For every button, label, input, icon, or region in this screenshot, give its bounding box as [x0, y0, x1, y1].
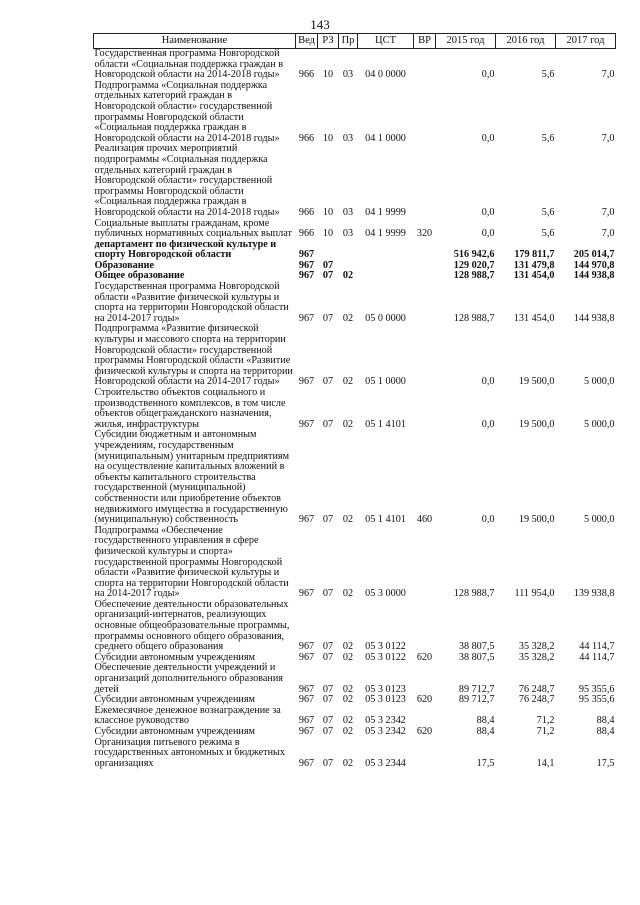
cell-2015: 0,0 — [481, 206, 495, 218]
cell-pr: 02 — [342, 588, 354, 600]
cell-2017: 17,5 — [596, 757, 615, 769]
cell-pr: 02 — [342, 514, 354, 526]
cell-ved: 967 — [298, 270, 315, 282]
cell-rz: 07 — [322, 588, 334, 600]
table-row — [94, 49, 616, 81]
cell-ved: 967 — [298, 376, 315, 388]
cell-2015: 516 942,6 — [453, 249, 495, 261]
cell-2015: 17,5 — [476, 757, 495, 769]
cell-2017: 7,0 — [601, 206, 615, 218]
cell-2016: 35 328,2 — [518, 651, 555, 663]
cell-2016: 76 248,7 — [518, 683, 555, 695]
cell-2017: 88,4 — [596, 726, 615, 737]
cell-cst: 05 3 0122 — [365, 641, 406, 653]
table-row — [94, 81, 616, 145]
table-row — [94, 240, 616, 261]
page-number: 143 — [310, 17, 330, 32]
cell-rz: 07 — [322, 270, 334, 282]
cell-rz: 10 — [322, 228, 334, 240]
cell-vr — [414, 282, 436, 324]
cell-2017: 7,0 — [601, 228, 615, 240]
cell-vr — [414, 271, 436, 282]
header-ved: Вед — [296, 34, 318, 49]
cell-pr: 02 — [342, 757, 354, 769]
cell-vr: 620 — [416, 694, 433, 706]
cell-ved: 967 — [298, 514, 315, 526]
table-row — [94, 219, 616, 240]
cell-vr: 620 — [416, 651, 433, 663]
cell-pr: 02 — [342, 641, 354, 653]
cell-2015: 128 988,7 — [453, 312, 495, 324]
cell-pr: 03 — [342, 132, 354, 144]
header-pr: Пр — [339, 34, 358, 49]
cell-2016: 14,1 — [536, 757, 555, 769]
cell-cst: 05 3 2344 — [365, 757, 406, 769]
cell-rz: 07 — [322, 694, 334, 706]
cell-rz: 10 — [322, 132, 334, 144]
table-row — [94, 144, 616, 218]
cell-name: Обеспечение деятельности образовательных организаций-интернатов, реализующих основные общеобразовательные программы, программы основного общего образования, среднего общего образования — [94, 598, 290, 653]
cell-rz — [318, 240, 339, 261]
cell-ved: 967 — [298, 683, 315, 695]
cell-name: Реализация прочих мероприятий подпрограммы «Социальная поддержка отдельных категорий граждан в Новгородской области» государственной программы Новгородской области «Социальная поддержка граждан в Новгородской области на 2014-2018 годы» — [94, 143, 280, 218]
cell-2015: 0,0 — [481, 514, 495, 526]
cell-name: Строительство объектов социального и производственного комплексов, в том числе объектов общегражданского назначения, жилья, инфраструктуры — [94, 387, 286, 430]
cell-cst: 04 0 0000 — [365, 69, 406, 81]
cell-2016: 131 454,0 — [513, 270, 555, 282]
cell-vr — [414, 738, 436, 770]
cell-2017: 44 114,7 — [579, 641, 615, 653]
table-row — [94, 388, 616, 430]
cell-2017: 144 970,8 — [573, 259, 615, 271]
cell-cst: 05 3 0123 — [365, 694, 406, 706]
cell-2017: 5 000,0 — [583, 418, 615, 430]
cell-vr — [414, 706, 436, 727]
table-row — [94, 727, 616, 738]
cell-2015: 128 988,7 — [453, 270, 495, 282]
cell-vr: 620 — [416, 726, 433, 737]
cell-2016: 5,6 — [541, 206, 555, 218]
cell-pr: 03 — [342, 69, 354, 81]
header-2016: 2016 год — [496, 34, 556, 49]
cell-ved: 966 — [298, 132, 315, 144]
cell-ved: 967 — [298, 694, 315, 706]
cell-2016: 71,2 — [536, 715, 555, 727]
cell-cst — [358, 261, 414, 272]
cell-ved: 967 — [298, 757, 315, 769]
cell-ved: 967 — [298, 641, 315, 653]
cell-2016: 5,6 — [541, 69, 555, 81]
cell-2015: 129 020,7 — [453, 259, 495, 271]
cell-pr: 02 — [342, 683, 354, 695]
cell-ved: 967 — [298, 249, 315, 261]
cell-ved: 967 — [298, 259, 315, 271]
cell-rz: 07 — [322, 651, 334, 663]
cell-cst: 05 1 4101 — [365, 418, 406, 430]
cell-2015: 89 712,7 — [458, 694, 495, 706]
cell-rz: 10 — [322, 206, 334, 218]
cell-name: Субсидии бюджетным и автономным учреждениям, государственным (муниципальным) унитарным предприятиям на осуществление капитальных вложений в объекты капитального строительства государственной (муниципальной) собственности или приобретение объектов недвижимого имущества в государственную (муниципальную) собственность — [94, 429, 290, 526]
cell-2016: 179 811,7 — [514, 249, 555, 261]
cell-2016: 131 479,8 — [513, 259, 555, 271]
cell-2015: 0,0 — [481, 69, 495, 81]
cell-rz: 07 — [322, 312, 334, 324]
cell-vr — [414, 261, 436, 272]
cell-2016: 111 954,0 — [514, 588, 555, 600]
cell-rz: 07 — [322, 715, 334, 727]
cell-name: Общее образование — [94, 270, 185, 282]
cell-2015: 38 807,5 — [458, 651, 495, 663]
cell-2016: 19 500,0 — [518, 514, 555, 526]
cell-rz: 07 — [322, 726, 334, 737]
cell-name: Социальные выплаты гражданам, кроме публичных нормативных социальных выплат — [94, 217, 292, 240]
cell-vr — [414, 324, 436, 388]
header-rz: РЗ — [318, 34, 339, 49]
cell-ved: 967 — [298, 726, 315, 737]
cell-2016: 19 500,0 — [518, 418, 555, 430]
table-header-row — [94, 34, 616, 49]
cell-pr: 02 — [342, 694, 354, 706]
header-2017: 2017 год — [556, 34, 616, 49]
table-row — [94, 600, 616, 653]
cell-pr: 03 — [342, 206, 354, 218]
cell-vr — [414, 663, 436, 695]
cell-pr: 02 — [342, 418, 354, 430]
cell-cst: 05 0 0000 — [365, 312, 406, 324]
cell-vr — [414, 144, 436, 218]
cell-cst: 04 1 9999 — [365, 228, 406, 240]
cell-ved: 967 — [298, 588, 315, 600]
cell-vr — [414, 81, 436, 145]
cell-pr: 02 — [342, 376, 354, 388]
cell-2016: 5,6 — [541, 132, 555, 144]
cell-cst: 05 3 2342 — [365, 715, 406, 727]
cell-name: Образование — [94, 259, 155, 271]
cell-2017: 144 938,8 — [573, 270, 615, 282]
cell-rz: 07 — [322, 418, 334, 430]
header-2015: 2015 год — [436, 34, 496, 49]
cell-cst: 05 1 0000 — [365, 376, 406, 388]
cell-2017: 95 355,6 — [578, 694, 615, 706]
table-row — [94, 738, 616, 770]
cell-2017: 7,0 — [601, 132, 615, 144]
cell-2017: 139 938,8 — [573, 588, 615, 600]
table-row — [94, 282, 616, 324]
cell-ved: 967 — [298, 715, 315, 727]
cell-cst: 05 3 0122 — [365, 651, 406, 663]
cell-vr — [414, 526, 436, 600]
cell-rz: 07 — [322, 641, 334, 653]
cell-2017: 44 114,7 — [579, 651, 615, 663]
cell-ved: 966 — [298, 206, 315, 218]
table-body — [94, 49, 616, 770]
cell-vr — [414, 600, 436, 653]
cell-name: департамент по физической культуре и спорту Новгородской области — [94, 238, 277, 261]
header-name: Наименование — [94, 34, 296, 49]
cell-pr: 02 — [342, 726, 354, 737]
cell-2016: 19 500,0 — [518, 376, 555, 388]
cell-pr: 02 — [342, 715, 354, 727]
cell-name: Субсидии автономным учреждениям — [94, 726, 255, 737]
cell-2015: 88,4 — [476, 726, 495, 737]
cell-pr: 02 — [342, 270, 354, 282]
cell-cst — [358, 240, 414, 261]
cell-2016: 76 248,7 — [518, 694, 555, 706]
cell-2015: 0,0 — [481, 376, 495, 388]
cell-ved: 966 — [298, 228, 315, 240]
cell-cst: 05 3 0000 — [365, 588, 406, 600]
cell-2015: 89 712,7 — [458, 683, 495, 695]
cell-ved: 966 — [298, 69, 315, 81]
table-row — [94, 663, 616, 695]
cell-name: Субсидии автономным учреждениям — [94, 651, 255, 663]
cell-rz: 07 — [322, 259, 334, 271]
cell-ved: 967 — [298, 651, 315, 663]
table-row — [94, 526, 616, 600]
cell-name: Ежемесячное денежное вознаграждение за классное руководство — [94, 704, 281, 727]
cell-name: Подпрограмма «Развитие физической культуры и массового спорта на территории Новгородской области» государственной программы Новгородской области «Развитие физической культуры и спорта на территории Новгородской области на 2014-2017 годы» — [94, 323, 293, 388]
cell-pr: 03 — [342, 228, 354, 240]
cell-2017: 5 000,0 — [583, 376, 615, 388]
cell-rz: 07 — [322, 757, 334, 769]
cell-ved: 967 — [298, 312, 315, 324]
header-cst: ЦСТ — [358, 34, 414, 49]
cell-cst: 05 3 2342 — [365, 726, 406, 737]
cell-2015: 128 988,7 — [453, 588, 495, 600]
cell-2015: 0,0 — [481, 132, 495, 144]
cell-rz: 10 — [322, 69, 334, 81]
cell-vr — [414, 49, 436, 81]
cell-cst: 04 1 9999 — [365, 206, 406, 218]
cell-cst — [358, 271, 414, 282]
cell-2015: 0,0 — [481, 228, 495, 240]
cell-vr: 460 — [416, 514, 433, 526]
cell-pr: 02 — [342, 651, 354, 663]
cell-2015: 88,4 — [476, 715, 495, 727]
cell-name: Организация питьевого режима в государственных автономных и бюджетных организациях — [94, 736, 285, 769]
cell-2015: 38 807,5 — [458, 641, 495, 653]
cell-rz: 07 — [322, 514, 334, 526]
cell-pr: 02 — [342, 312, 354, 324]
cell-rz: 07 — [322, 683, 334, 695]
cell-rz: 07 — [322, 376, 334, 388]
cell-ved: 967 — [298, 418, 315, 430]
cell-cst: 05 3 0123 — [365, 683, 406, 695]
cell-cst: 04 1 0000 — [365, 132, 406, 144]
header-vr: ВР — [414, 34, 436, 49]
cell-cst: 05 1 4101 — [365, 514, 406, 526]
cell-2016: 131 454,0 — [513, 312, 555, 324]
cell-name: Субсидии автономным учреждениям — [94, 694, 255, 706]
cell-2016: 35 328,2 — [518, 641, 555, 653]
budget-table — [93, 33, 616, 769]
cell-2015: 0,0 — [481, 418, 495, 430]
cell-name: Государственная программа Новгородской области «Социальная поддержка граждан в Новгородской области на 2014-2018 годы» — [94, 48, 284, 81]
table-row — [94, 430, 616, 525]
table-row — [94, 324, 616, 388]
cell-vr: 320 — [416, 228, 433, 240]
cell-2017: 88,4 — [596, 715, 615, 727]
cell-name: Государственная программа Новгородской области «Развитие физической культуры и спорта на территории Новгородской области на 2014-2017 годы» — [94, 281, 289, 324]
cell-2017: 7,0 — [601, 69, 615, 81]
cell-name: Обеспечение деятельности учреждений и организаций дополнительного образования детей — [94, 662, 283, 695]
table-row — [94, 706, 616, 727]
cell-2016: 5,6 — [541, 228, 555, 240]
cell-2017: 144 938,8 — [573, 312, 615, 324]
cell-2017: 5 000,0 — [583, 514, 615, 526]
cell-2016: 71,2 — [536, 726, 555, 737]
cell-vr — [414, 388, 436, 430]
cell-name: Подпрограмма «Обеспечение государственного управления в сфере физической культуры и спорта» государственной программы Новгородской области «Развитие физической культуры и спорта на территории Новгородской области на 2014-2017 годы» — [94, 524, 289, 600]
cell-name: Подпрограмма «Социальная поддержка отдельных категорий граждан в Новгородской области» государственной программы Новгородской области «Социальная поддержка граждан в Новгородской области на 2014-2018 годы» — [94, 79, 280, 144]
cell-pr — [339, 240, 358, 261]
cell-2017: 95 355,6 — [578, 683, 615, 695]
cell-2017: 205 014,7 — [573, 249, 615, 261]
cell-vr — [414, 240, 436, 261]
